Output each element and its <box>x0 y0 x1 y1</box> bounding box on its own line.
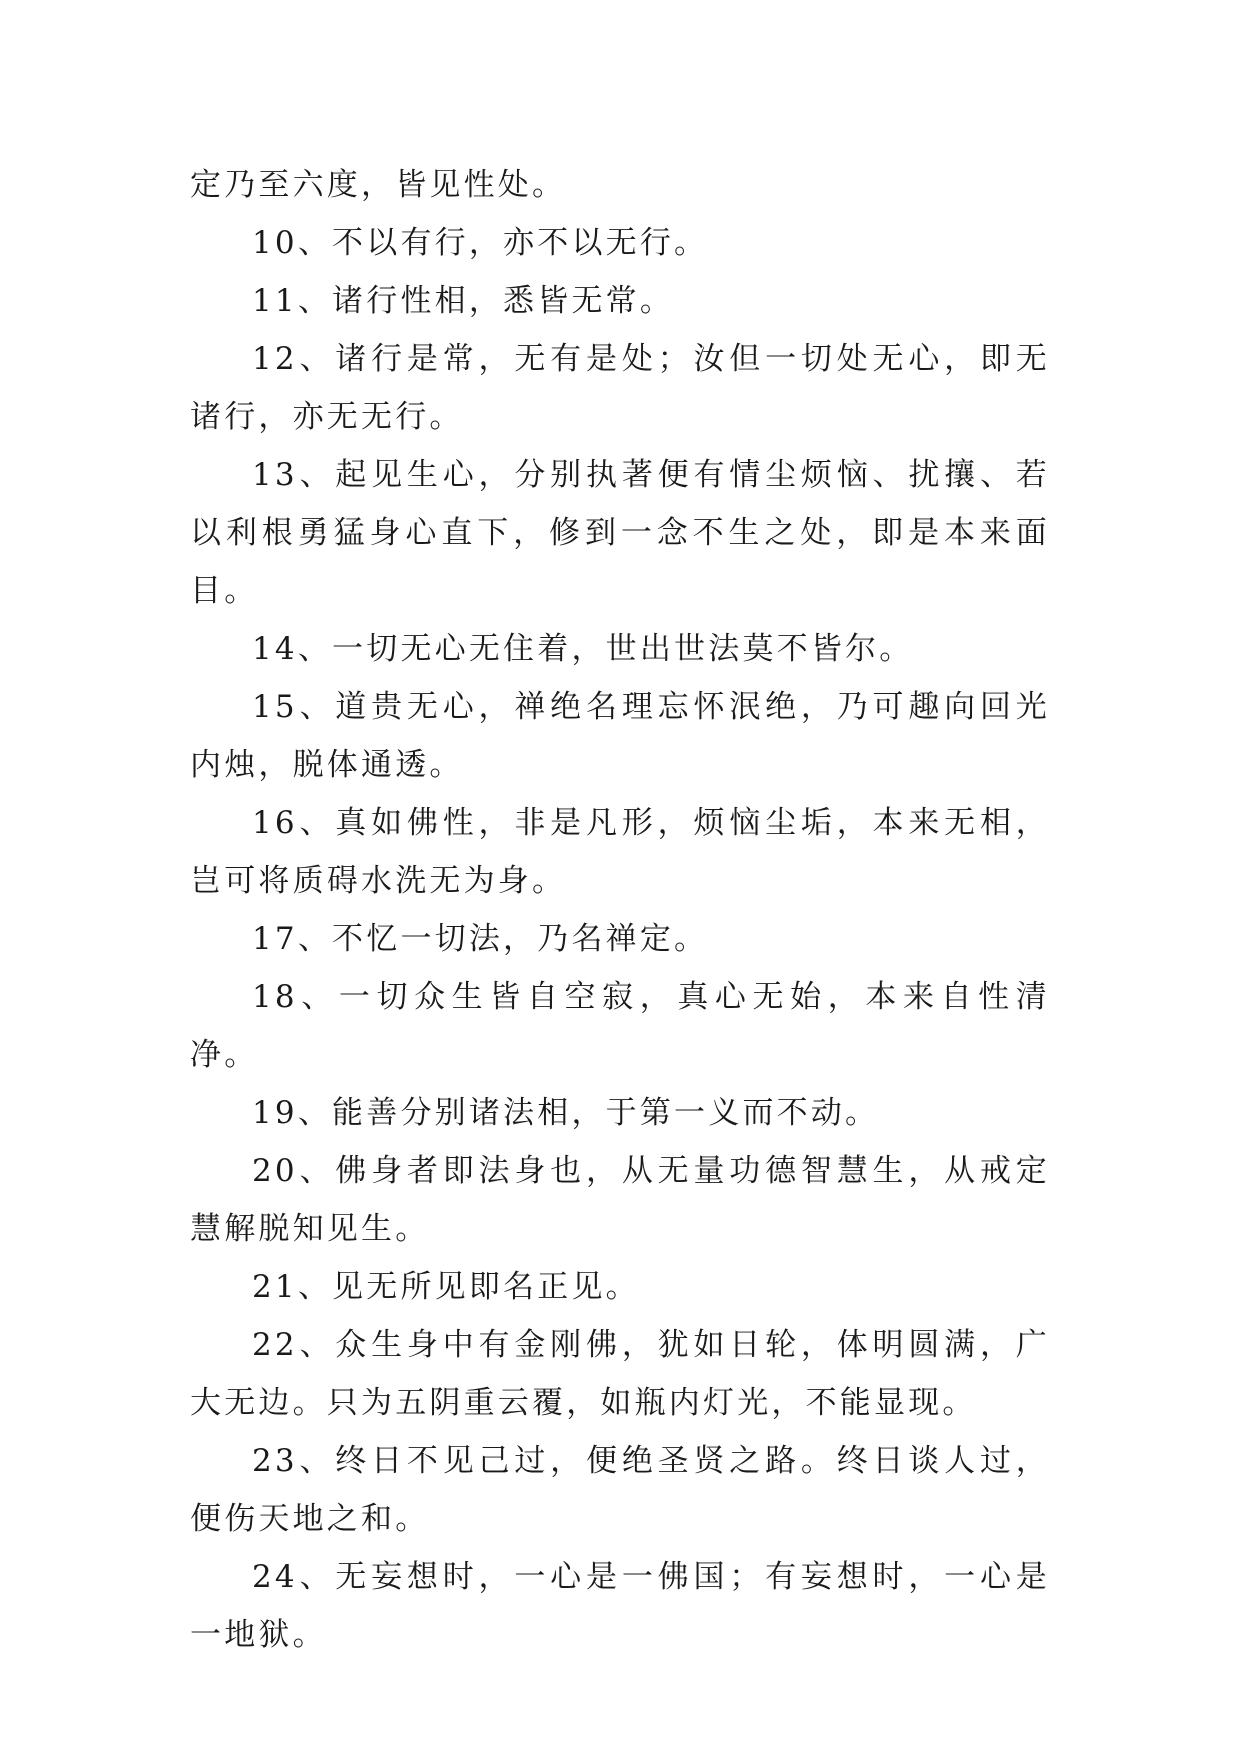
paragraph: 24、无妄想时，一心是一佛国；有妄想时，一心是一地狱。 <box>190 1559 1050 1653</box>
paragraph: 21、见无所见即名正见。 <box>252 1269 640 1305</box>
paragraph: 11、诸行性相，悉皆无常。 <box>252 283 675 319</box>
paragraph: 15、道贵无心，禅绝名理忘怀泯绝，乃可趣向回光内烛，脱体通透。 <box>190 689 1050 783</box>
paragraph: 23、终日不见己过，便绝圣贤之路。终日谈人过，便伤天地之和。 <box>190 1443 1050 1537</box>
paragraph: 14、一切无心无住着，世出世法莫不皆尔。 <box>252 631 914 667</box>
paragraph: 13、起见生心，分别执著便有情尘烦恼、扰攘、若以利根勇猛身心直下，修到一念不生之处，即是本来面目。 <box>190 457 1050 609</box>
paragraph: 16、真如佛性，非是凡形，烦恼尘垢，本来无相，岂可将质碍水洗无为身。 <box>190 805 1050 899</box>
paragraph: 20、佛身者即法身也，从无量功德智慧生，从戒定慧解脱知见生。 <box>190 1153 1050 1247</box>
paragraph: 19、能善分别诸法相，于第一义而不动。 <box>252 1095 880 1131</box>
paragraph: 17、不忆一切法，乃名禅定。 <box>252 921 709 957</box>
paragraph: 12、诸行是常，无有是处；汝但一切处无心，即无诸行，亦无无行。 <box>190 341 1050 435</box>
paragraph: 18、一切众生皆自空寂，真心无始，本来自性清净。 <box>190 979 1050 1073</box>
document-body <box>190 156 1050 1664</box>
paragraph: 22、众生身中有金刚佛，犹如日轮，体明圆满，广大无边。只为五阴重云覆，如瓶内灯光，不能显现。 <box>190 1327 1050 1421</box>
paragraph: 10、不以有行，亦不以无行。 <box>252 225 709 261</box>
paragraph: 定乃至六度，皆见性处。 <box>190 167 567 203</box>
